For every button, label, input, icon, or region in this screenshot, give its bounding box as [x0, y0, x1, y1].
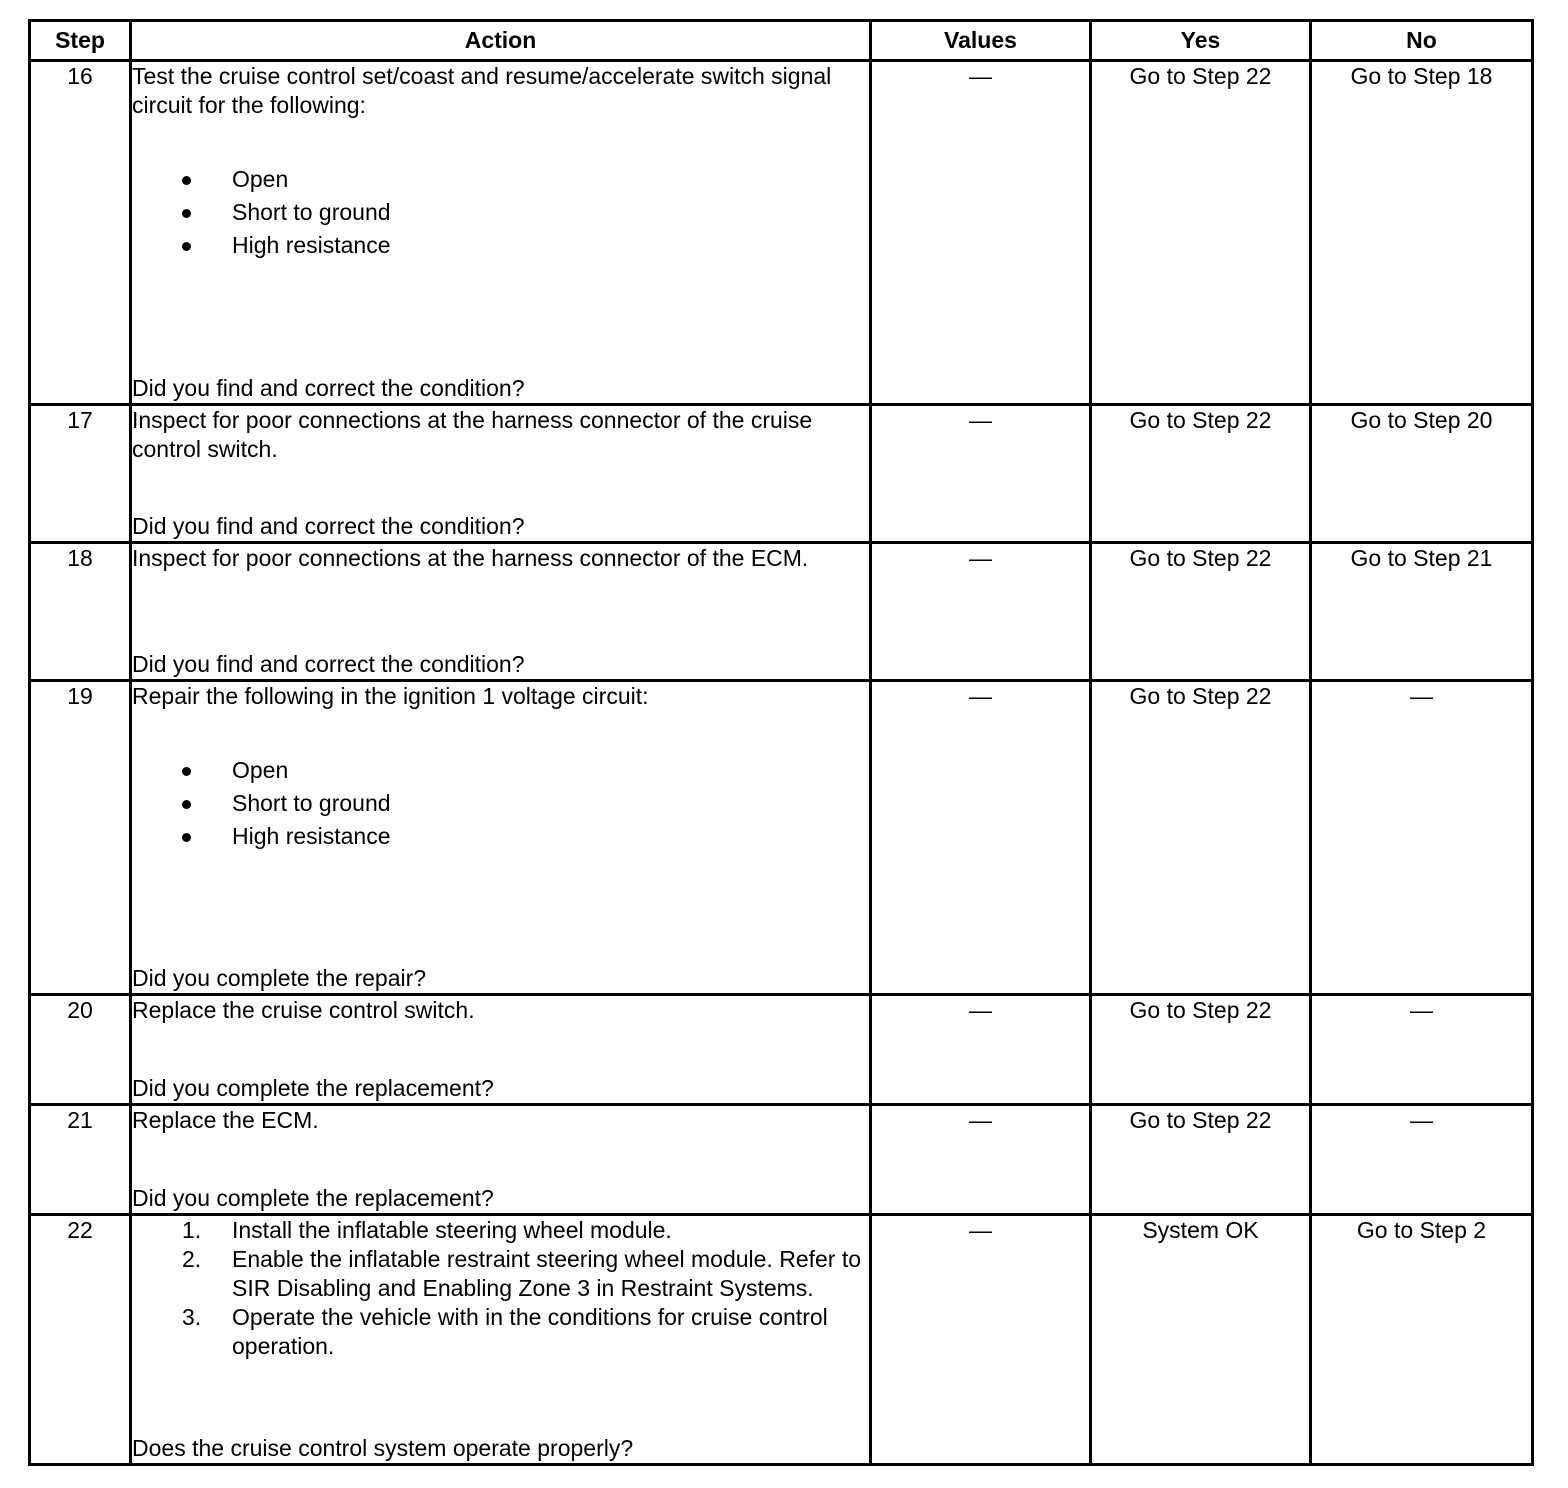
values-cell: — [871, 995, 1091, 1105]
bullet-icon [182, 767, 191, 776]
table-row [30, 1215, 1533, 1465]
action-question: Does the cruise control system operate properly? [132, 1435, 634, 1461]
step-number: 17 [30, 405, 131, 543]
header-step: Step [30, 21, 131, 61]
values-cell: — [871, 61, 1091, 405]
condition-list [132, 754, 869, 853]
action-cell [131, 61, 871, 405]
yes-cell: Go to Step 22 [1091, 995, 1311, 1105]
values-cell: — [871, 543, 1091, 681]
action-cell [131, 681, 871, 995]
list-item: High resistance [132, 820, 869, 853]
yes-cell: Go to Step 22 [1091, 61, 1311, 405]
values-cell: — [871, 681, 1091, 995]
bullet-icon [182, 176, 191, 185]
action-intro: Inspect for poor connections at the harness connector of the cruise control switch. [132, 407, 813, 462]
action-intro: Replace the ECM. [132, 1107, 319, 1133]
list-item: Short to ground [132, 196, 869, 229]
list-item: Short to ground [132, 787, 869, 820]
header-row [30, 21, 1533, 61]
procedure-list [132, 1216, 869, 1361]
no-cell: Go to Step 21 [1311, 543, 1533, 681]
action-question: Did you complete the repair? [132, 965, 427, 991]
no-cell: Go to Step 2 [1311, 1215, 1533, 1465]
yes-cell: Go to Step 22 [1091, 543, 1311, 681]
action-question: Did you complete the replacement? [132, 1075, 494, 1101]
list-item: 3. Operate the vehicle with in the conditions for cruise control operation. [182, 1304, 828, 1359]
values-cell: — [871, 405, 1091, 543]
action-intro: Inspect for poor connections at the harness connector of the ECM. [132, 545, 809, 571]
diagnostic-table [28, 19, 1534, 1466]
no-cell: Go to Step 18 [1311, 61, 1533, 405]
yes-cell: Go to Step 22 [1091, 681, 1311, 995]
header-action: Action [131, 21, 871, 61]
action-cell [131, 405, 871, 543]
action-question: Did you find and correct the condition? [132, 651, 525, 677]
header-no: No [1311, 21, 1533, 61]
action-intro: Test the cruise control set/coast and resume/accelerate switch signal circuit for the following: [132, 63, 832, 118]
no-cell: — [1311, 995, 1533, 1105]
action-question: Did you find and correct the condition? [132, 513, 525, 539]
list-item: 1. Install the inflatable steering wheel module. [182, 1217, 672, 1243]
no-cell: — [1311, 681, 1533, 995]
table-row [30, 405, 1533, 543]
action-cell [131, 543, 871, 681]
list-item: 2. Enable the inflatable restraint steering wheel module. Refer to SIR Disabling and Enabling Zone 3 in Restraint Systems. [182, 1246, 862, 1301]
action-cell [131, 1215, 871, 1465]
step-number: 20 [30, 995, 131, 1105]
action-intro: Repair the following in the ignition 1 voltage circuit: [132, 683, 649, 709]
step-number: 19 [30, 681, 131, 995]
yes-cell: Go to Step 22 [1091, 1105, 1311, 1215]
header-yes: Yes [1091, 21, 1311, 61]
list-item: Open [132, 163, 869, 196]
list-item: High resistance [132, 229, 869, 262]
step-number: 21 [30, 1105, 131, 1215]
table-row [30, 995, 1533, 1105]
condition-list [132, 163, 869, 262]
action-intro: Replace the cruise control switch. [132, 997, 475, 1023]
step-number: 18 [30, 543, 131, 681]
yes-cell: System OK [1091, 1215, 1311, 1465]
bullet-icon [182, 800, 191, 809]
values-cell: — [871, 1215, 1091, 1465]
table-row [30, 1105, 1533, 1215]
table-row [30, 543, 1533, 681]
bullet-icon [182, 209, 191, 218]
action-cell [131, 1105, 871, 1215]
table-row [30, 681, 1533, 995]
no-cell: Go to Step 20 [1311, 405, 1533, 543]
action-question: Did you find and correct the condition? [132, 375, 525, 401]
step-number: 22 [30, 1215, 131, 1465]
action-cell [131, 995, 871, 1105]
yes-cell: Go to Step 22 [1091, 405, 1311, 543]
bullet-icon [182, 242, 191, 251]
step-number: 16 [30, 61, 131, 405]
bullet-icon [182, 833, 191, 842]
header-values: Values [871, 21, 1091, 61]
list-item: Open [132, 754, 869, 787]
values-cell: — [871, 1105, 1091, 1215]
action-question: Did you complete the replacement? [132, 1185, 494, 1211]
no-cell: — [1311, 1105, 1533, 1215]
table-row [30, 61, 1533, 405]
